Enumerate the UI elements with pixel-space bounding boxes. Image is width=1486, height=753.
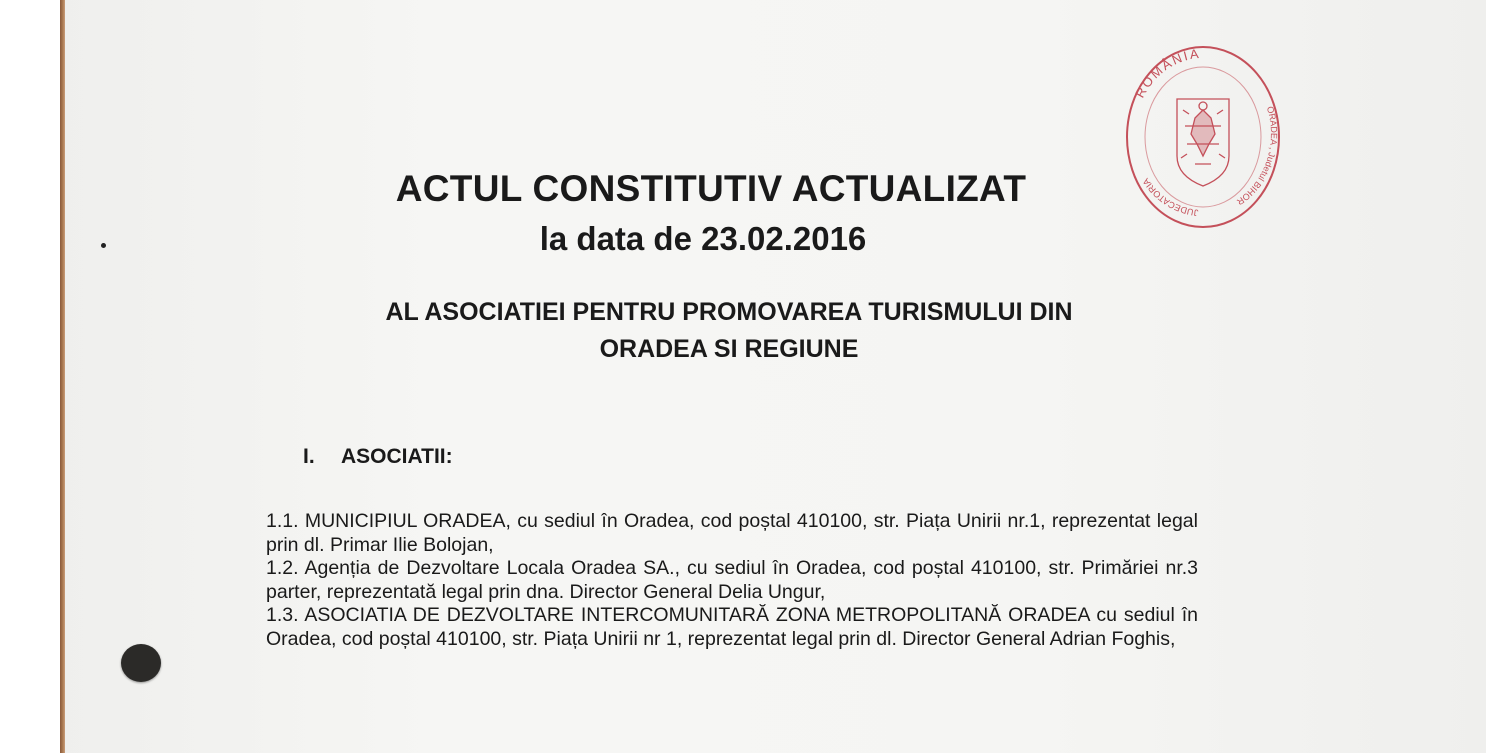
associate-paragraph: 1.2. Agenția de Dezvoltare Locala Oradea SA., cu sediul în Oradea, cod poștal 410100, str. Primăriei nr.3 parter, reprezentată legal prin dna. Director General Delia Ungur, xyxy=(266,557,1198,603)
associate-paragraph: 1.1. MUNICIPIUL ORADEA, cu sediul în Oradea, cod poștal 410100, str. Piața Unirii nr.1, reprezentat legal prin dl. Primar Ilie Bolojan, xyxy=(266,510,1198,556)
binding-edge xyxy=(60,0,65,753)
section-number: I. xyxy=(303,445,315,468)
associate-paragraph: 1.3. ASOCIATIA DE DEZVOLTARE INTERCOMUNITARĂ ZONA METROPOLITANĂ ORADEA cu sediul în Oradea, cod poștal 410100, str. Piața Unirii nr 1, reprezentat legal prin dl. Director General Adrian Foghis, xyxy=(266,604,1198,650)
associates-list xyxy=(266,510,1198,652)
punch-hole xyxy=(121,644,161,682)
stamp-bottom-text: ORADEA , Judetul BIHOR xyxy=(1235,105,1280,208)
stamp-top-text: ROMÂNIA xyxy=(1132,45,1202,101)
association-name-line1: AL ASOCIATIEI PENTRU PROMOVAREA TURISMULUI DIN xyxy=(385,298,1073,326)
svg-text:ROMÂNIA xyxy=(1132,46,1201,100)
section-title: ASOCIATII: xyxy=(341,445,453,468)
document-date: la data de 23.02.2016 xyxy=(539,220,867,257)
page-margin-left xyxy=(0,0,60,753)
stamp-left-text: JUDECATORIA xyxy=(1140,176,1199,218)
document-title: ACTUL CONSTITUTIV ACTUALIZAT xyxy=(395,168,1027,209)
section-heading xyxy=(303,445,453,469)
association-name-line2: ORADEA SI REGIUNE xyxy=(599,335,859,363)
